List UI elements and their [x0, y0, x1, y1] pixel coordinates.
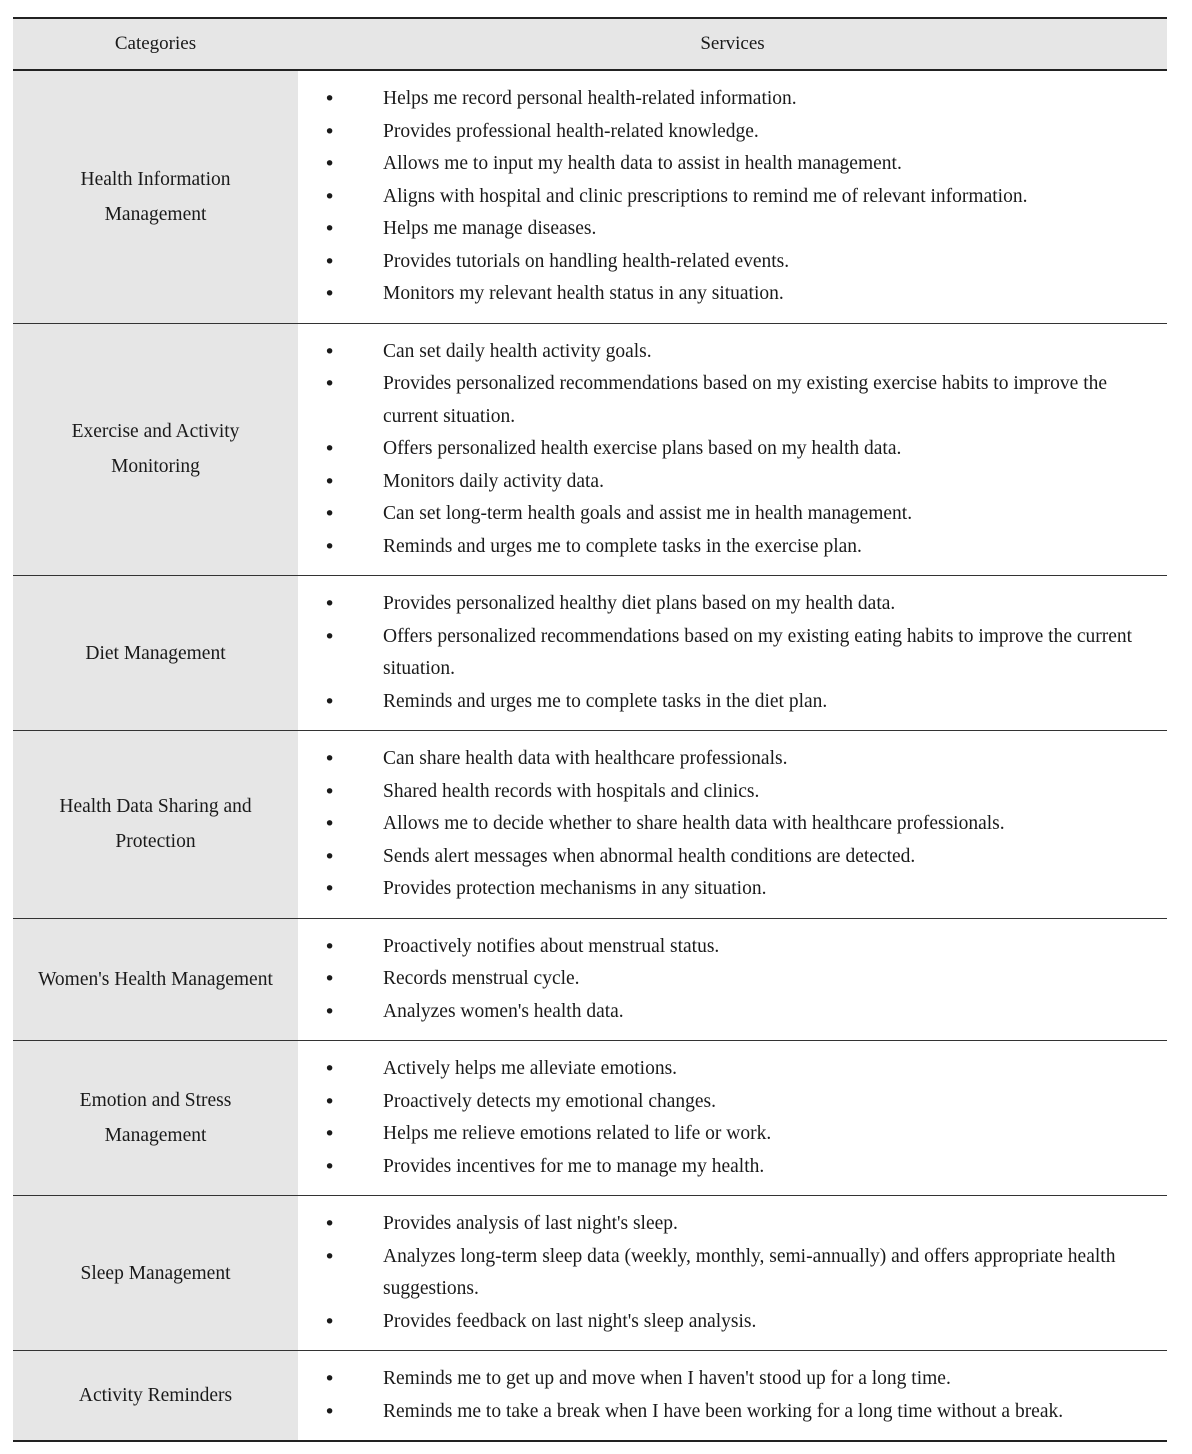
service-item: • Reminds and urges me to complete tasks in the exercise plan.: [298, 531, 1157, 564]
service-item: • Provides tutorials on handling health-related events.: [298, 246, 1157, 279]
service-item: • Helps me manage diseases.: [298, 213, 1157, 246]
service-item: • Shared health records with hospitals and clinics.: [298, 776, 1157, 809]
services-list: [298, 588, 1157, 718]
services-cell: [298, 323, 1167, 576]
services-table-container: [13, 17, 1167, 1442]
category-cell: Diet Management: [13, 576, 298, 731]
table-row: [13, 918, 1167, 1041]
category-cell: Women's Health Management: [13, 918, 298, 1041]
services-cell: [298, 1351, 1167, 1442]
services-list: [298, 931, 1157, 1029]
service-item: • Provides personalized healthy diet plans based on my health data.: [298, 588, 1157, 621]
table-row: [13, 1196, 1167, 1351]
services-list: [298, 1208, 1157, 1338]
service-item: • Allows me to decide whether to share health data with healthcare professionals.: [298, 808, 1157, 841]
services-list: [298, 1363, 1157, 1428]
services-list: [298, 336, 1157, 564]
service-item: • Helps me relieve emotions related to life or work.: [298, 1118, 1157, 1151]
service-item: • Analyzes long-term sleep data (weekly, monthly, semi-annually) and offers appropriate health suggestions.: [298, 1241, 1157, 1306]
services-cell: [298, 918, 1167, 1041]
service-item: • Monitors my relevant health status in any situation.: [298, 278, 1157, 311]
services-cell: [298, 70, 1167, 323]
category-cell: Health Data Sharing and Protection: [13, 731, 298, 919]
service-item: • Reminds me to get up and move when I haven't stood up for a long time.: [298, 1363, 1157, 1396]
services-list: [298, 1053, 1157, 1183]
header-services: Services: [298, 18, 1167, 70]
service-item: • Helps me record personal health-related information.: [298, 83, 1157, 116]
service-item: • Offers personalized recommendations based on my existing eating habits to improve the current situation.: [298, 621, 1157, 686]
service-item: • Actively helps me alleviate emotions.: [298, 1053, 1157, 1086]
service-item: • Can set daily health activity goals.: [298, 336, 1157, 369]
service-item: • Provides protection mechanisms in any situation.: [298, 873, 1157, 906]
services-list: [298, 743, 1157, 906]
service-item: • Provides personalized recommendations based on my existing exercise habits to improve the current situation.: [298, 368, 1157, 433]
service-item: • Records menstrual cycle.: [298, 963, 1157, 996]
table-header: [13, 18, 1167, 70]
service-item: • Reminds me to take a break when I have been working for a long time without a break.: [298, 1396, 1157, 1429]
table-row: [13, 731, 1167, 919]
service-item: • Can share health data with healthcare professionals.: [298, 743, 1157, 776]
service-item: • Can set long-term health goals and assist me in health management.: [298, 498, 1157, 531]
header-row: [13, 18, 1167, 70]
table-row: [13, 70, 1167, 323]
table-row: [13, 576, 1167, 731]
service-item: • Provides professional health-related knowledge.: [298, 116, 1157, 149]
category-cell: Health Information Management: [13, 70, 298, 323]
category-cell: Sleep Management: [13, 1196, 298, 1351]
service-item: • Monitors daily activity data.: [298, 466, 1157, 499]
services-cell: [298, 576, 1167, 731]
table-body: [13, 70, 1167, 1441]
header-categories: Categories: [13, 18, 298, 70]
service-item: • Provides feedback on last night's sleep analysis.: [298, 1306, 1157, 1339]
services-cell: [298, 1041, 1167, 1196]
category-cell: Activity Reminders: [13, 1351, 298, 1442]
service-item: • Provides analysis of last night's sleep.: [298, 1208, 1157, 1241]
service-item: • Sends alert messages when abnormal health conditions are detected.: [298, 841, 1157, 874]
category-cell: Emotion and Stress Management: [13, 1041, 298, 1196]
service-item: • Aligns with hospital and clinic prescriptions to remind me of relevant information.: [298, 181, 1157, 214]
services-cell: [298, 731, 1167, 919]
service-item: • Proactively notifies about menstrual status.: [298, 931, 1157, 964]
service-item: • Proactively detects my emotional changes.: [298, 1086, 1157, 1119]
service-item: • Allows me to input my health data to assist in health management.: [298, 148, 1157, 181]
service-item: • Offers personalized health exercise plans based on my health data.: [298, 433, 1157, 466]
service-item: • Reminds and urges me to complete tasks in the diet plan.: [298, 686, 1157, 719]
services-table: [13, 17, 1167, 1442]
services-list: [298, 83, 1157, 311]
category-cell: Exercise and Activity Monitoring: [13, 323, 298, 576]
service-item: • Provides incentives for me to manage my health.: [298, 1151, 1157, 1184]
table-row: [13, 323, 1167, 576]
table-row: [13, 1351, 1167, 1442]
table-row: [13, 1041, 1167, 1196]
service-item: • Analyzes women's health data.: [298, 996, 1157, 1029]
services-cell: [298, 1196, 1167, 1351]
